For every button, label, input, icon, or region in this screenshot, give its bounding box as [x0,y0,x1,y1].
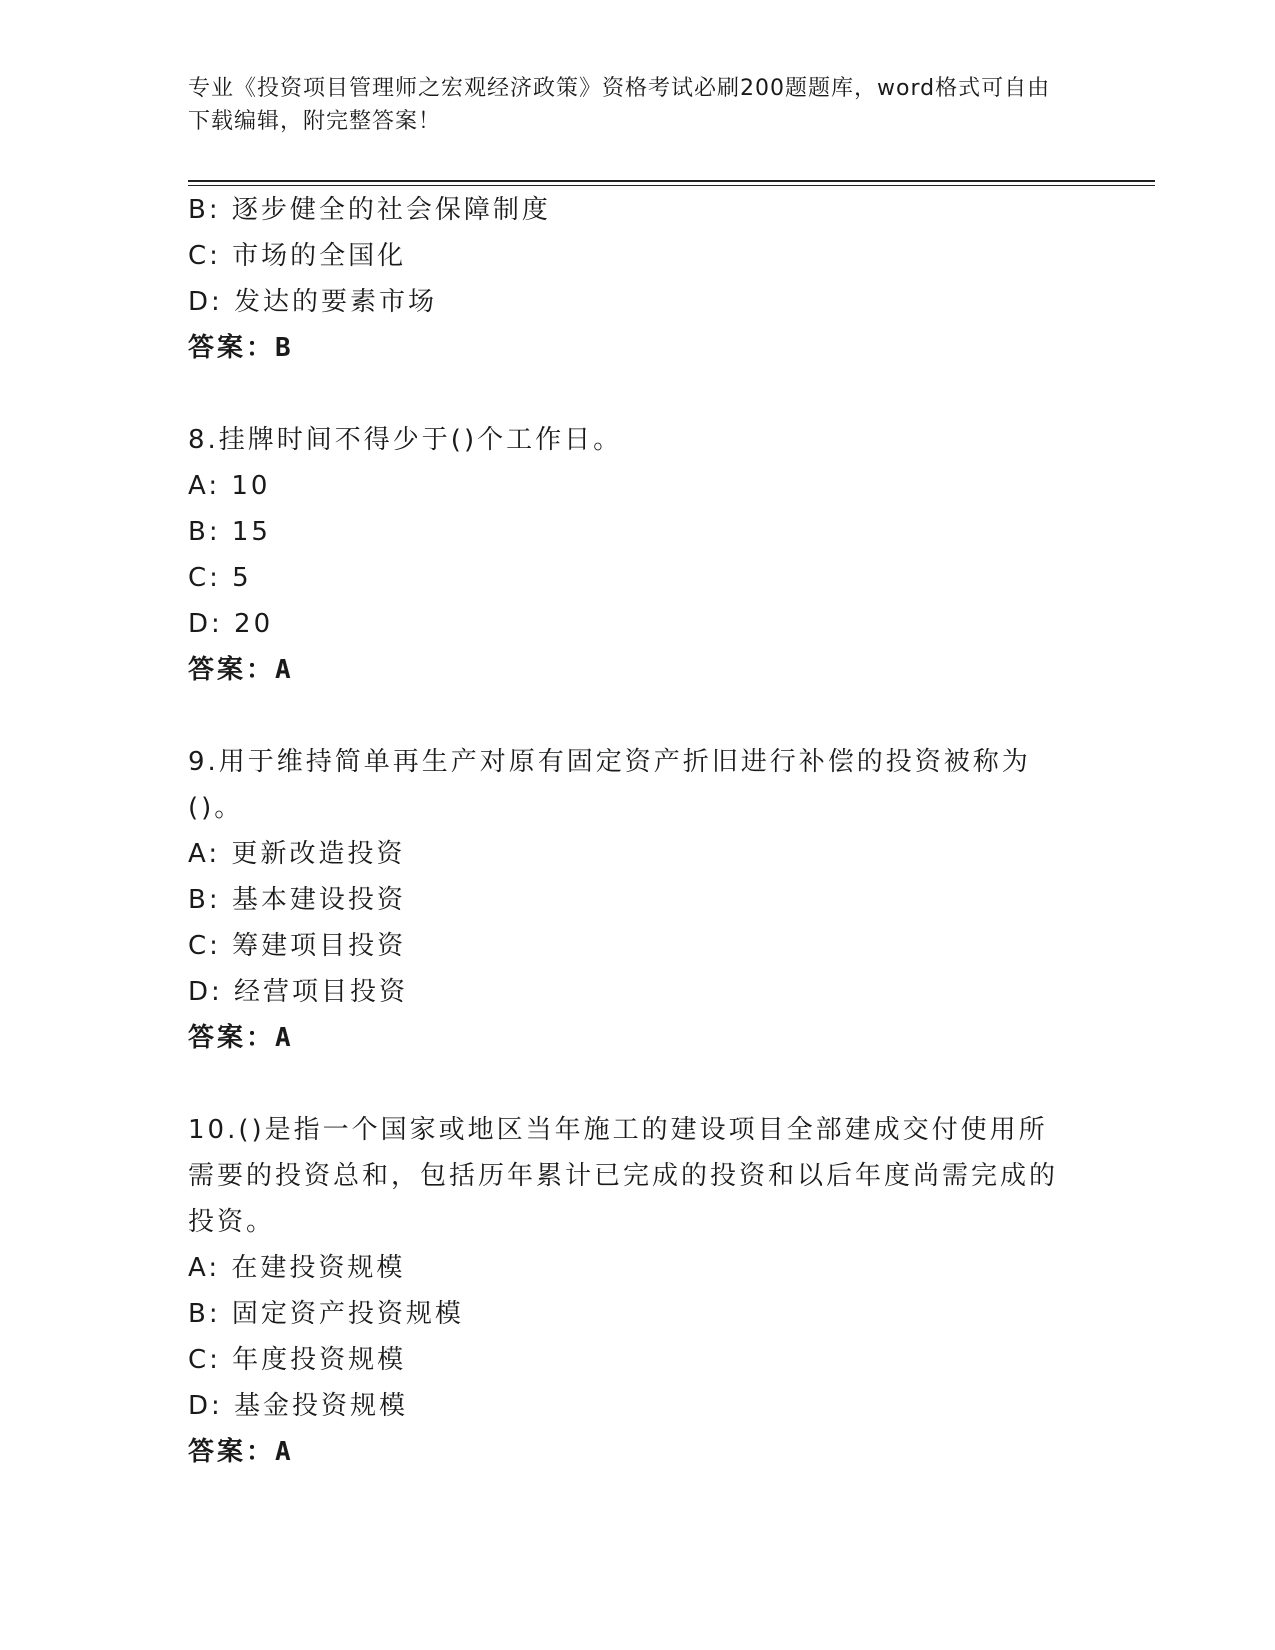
option-d: D: 经营项目投资 [188,977,409,1007]
option-d: D: 发达的要素市场 [188,287,438,317]
option-a: A: 10 [188,471,271,501]
option-b: B: 固定资产投资规模 [188,1299,464,1329]
header-divider-thin [188,185,1155,186]
spacer [188,1061,1088,1107]
option-b: B: 基本建设投资 [188,885,406,915]
option-c: C: 筹建项目投资 [188,931,407,961]
option-c: C: 年度投资规模 [188,1345,407,1375]
answer-line: 答案：A [188,1023,294,1053]
option-a: A: 更新改造投资 [188,839,406,869]
answer-line: 答案：B [188,333,294,363]
question-text: 10.()是指一个国家或地区当年施工的建设项目全部建成交付使用所需要的投资总和，包括历年累计已完成的投资和以后年度尚需完成的投资。 [188,1115,1059,1237]
option-d: D: 20 [188,609,274,639]
document-header: 专业《投资项目管理师之宏观经济政策》资格考试必刷200题题库，word格式可自由下载编辑，附完整答案！ [188,76,1051,134]
question-text: 9.用于维持简单再生产对原有固定资产折旧进行补偿的投资被称为()。 [188,747,1031,823]
option-c: C: 市场的全国化 [188,241,407,271]
answer-line: 答案：A [188,655,294,685]
answer-line: 答案：A [188,1437,294,1467]
option-c: C: 5 [188,563,252,593]
question-list [188,187,1088,1475]
option-b: B: 逐步健全的社会保障制度 [188,195,551,225]
question-block-9 [188,739,1088,1061]
spacer [188,693,1088,739]
option-a: A: 在建投资规模 [188,1253,406,1283]
question-block-8 [188,417,1088,693]
spacer [188,371,1088,417]
option-b: B: 15 [188,517,271,547]
question-block-7 [188,187,1088,371]
option-d: D: 基金投资规模 [188,1391,409,1421]
question-text: 8.挂牌时间不得少于()个工作日。 [188,425,623,455]
question-block-10 [188,1107,1088,1475]
header-divider [188,180,1155,182]
